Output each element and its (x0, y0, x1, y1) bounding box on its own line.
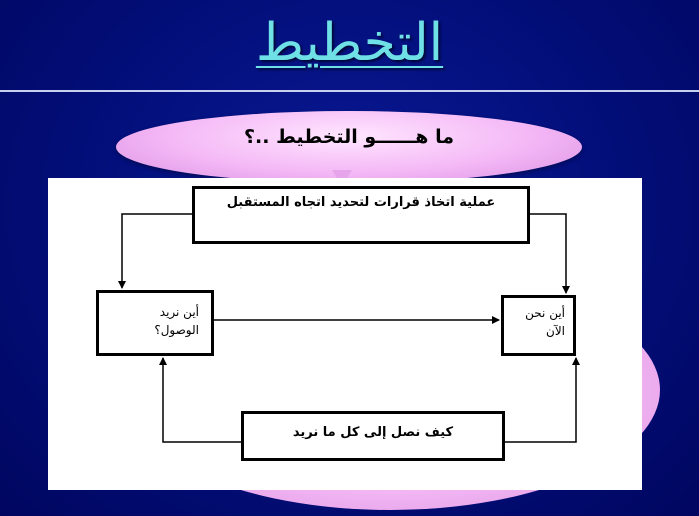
desired-destination-box (96, 290, 214, 356)
title-divider (0, 90, 699, 92)
slide-title: التخطيط (255, 13, 444, 73)
connector-bottom-to-right (505, 358, 576, 442)
callout-text: ما هــــــو التخطيط ..؟ (244, 126, 454, 148)
desired-destination-line2: الوصول؟ (154, 323, 199, 337)
current-position-box (501, 295, 576, 356)
decision-process-label: عملية اتخاذ قرارات لتحديد اتجاه المستقبل (226, 195, 496, 210)
decision-process-box (192, 186, 530, 244)
connector-top-to-left (122, 214, 192, 288)
current-position-line1: أين نحن (525, 306, 565, 320)
diagram-panel (48, 178, 642, 490)
desired-destination-line1: أين نريد (159, 305, 199, 319)
connector-top-to-right (530, 214, 566, 293)
current-position-line2: الآن (546, 324, 565, 338)
how-to-reach-box (241, 411, 505, 461)
how-to-reach-label: كيف نصل إلى كل ما نريد (292, 425, 454, 440)
connector-bottom-to-left (163, 358, 241, 442)
